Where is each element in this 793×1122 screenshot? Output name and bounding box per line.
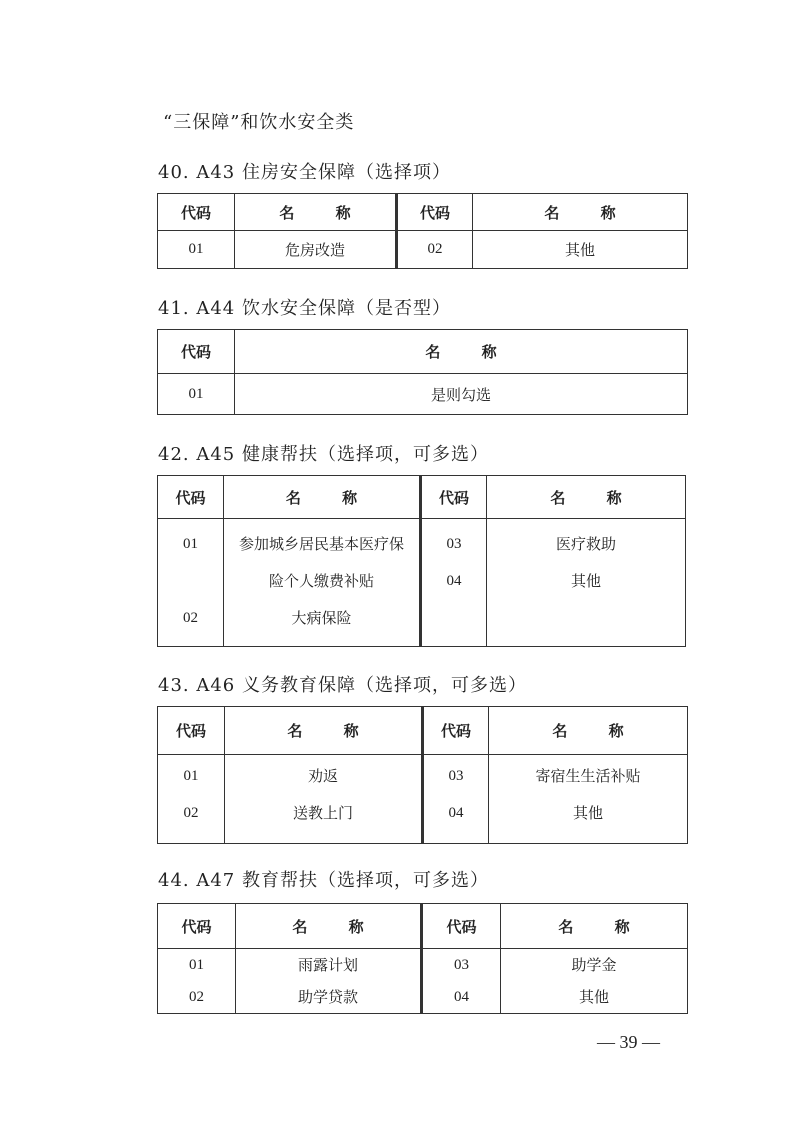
code-column: [422, 949, 501, 1014]
section-title: “三保障”和饮水安全类: [163, 112, 355, 133]
header-name: 名 称: [501, 904, 688, 949]
name-column: [225, 755, 423, 844]
code-column: [158, 755, 225, 844]
header-name: 名 称: [235, 330, 688, 374]
header-name: 名 称: [473, 194, 688, 231]
table-cell-name: 助学贷款: [297, 988, 358, 1006]
table-41: [157, 329, 688, 415]
header-code: 代码: [158, 194, 235, 231]
header-name: 名 称: [236, 904, 422, 949]
table-cell-name: 寄宿生生活补贴: [535, 767, 641, 785]
name-column: [487, 519, 686, 647]
table-44: [157, 903, 688, 1014]
name-column: [489, 755, 688, 844]
code-column: [158, 949, 236, 1014]
header-code: 代码: [158, 330, 235, 374]
header-code: 代码: [158, 476, 224, 519]
header-code: 代码: [421, 476, 487, 519]
table-cell-code: 01: [189, 957, 204, 973]
table-cell-code: 04: [446, 573, 462, 589]
table-cell-code: 01: [158, 374, 235, 415]
name-column: [224, 519, 421, 647]
header-name: 名 称: [225, 707, 423, 755]
table-40: [157, 193, 688, 269]
table-cell-name: 其他: [473, 231, 688, 269]
page-number: — 39 —: [597, 1032, 660, 1052]
header-code: 代码: [158, 707, 225, 755]
table-cell-code: 01: [158, 231, 235, 269]
table-cell-name: 其他: [578, 988, 609, 1006]
table-cell-name: 险个人缴费补贴: [268, 572, 374, 590]
table-cell-name: 参加城乡居民基本医疗保: [238, 535, 404, 553]
table-cell-name: 其他: [572, 804, 603, 822]
header-name: 名 称: [224, 476, 421, 519]
table-cell-name: 危房改造: [235, 231, 397, 269]
code-column: [423, 755, 489, 844]
table-cell-code: 02: [397, 231, 473, 269]
table-cell-code: 02: [189, 989, 204, 1005]
table-cell-code: [158, 563, 223, 600]
table-cell-name: 劝返: [307, 767, 338, 785]
heading-44: 44. A47 教育帮扶（选择项，可多选）: [158, 870, 489, 891]
header-name: 名 称: [235, 194, 397, 231]
header-code: 代码: [158, 904, 236, 949]
header-code: 代码: [422, 904, 501, 949]
header-name: 名 称: [489, 707, 688, 755]
table-cell-code: 01: [183, 536, 198, 552]
table-cell-code: 04: [454, 989, 469, 1005]
name-column: [501, 949, 688, 1014]
table-cell-code: 01: [183, 768, 199, 784]
table-cell-name: 大病保险: [291, 609, 352, 627]
table-cell-code: 02: [183, 805, 199, 821]
table-cell-code: 04: [448, 805, 464, 821]
table-cell-code: 03: [448, 768, 464, 784]
name-column: [236, 949, 422, 1014]
table-cell-code: 03: [454, 957, 469, 973]
table-cell-name: 是则勾选: [235, 374, 688, 415]
table-cell-name: 其他: [570, 572, 601, 590]
code-column: [158, 519, 224, 647]
code-column: [421, 519, 487, 647]
table-cell-name: 医疗救助: [555, 535, 616, 553]
table-cell-code: 02: [183, 610, 198, 626]
table-cell-name: 雨露计划: [297, 956, 358, 974]
heading-40: 40. A43 住房安全保障（选择项）: [158, 162, 451, 183]
heading-41: 41. A44 饮水安全保障（是否型）: [158, 298, 451, 319]
table-cell-name: 助学金: [571, 956, 617, 974]
table-43: [157, 706, 688, 844]
header-code: 代码: [423, 707, 489, 755]
table-42: [157, 475, 686, 647]
table-cell-name: 送教上门: [292, 804, 353, 822]
header-name: 名 称: [487, 476, 686, 519]
heading-42: 42. A45 健康帮扶（选择项，可多选）: [158, 444, 489, 465]
header-code: 代码: [397, 194, 473, 231]
table-cell-code: 03: [446, 536, 462, 552]
heading-43: 43. A46 义务教育保障（选择项，可多选）: [158, 675, 527, 696]
